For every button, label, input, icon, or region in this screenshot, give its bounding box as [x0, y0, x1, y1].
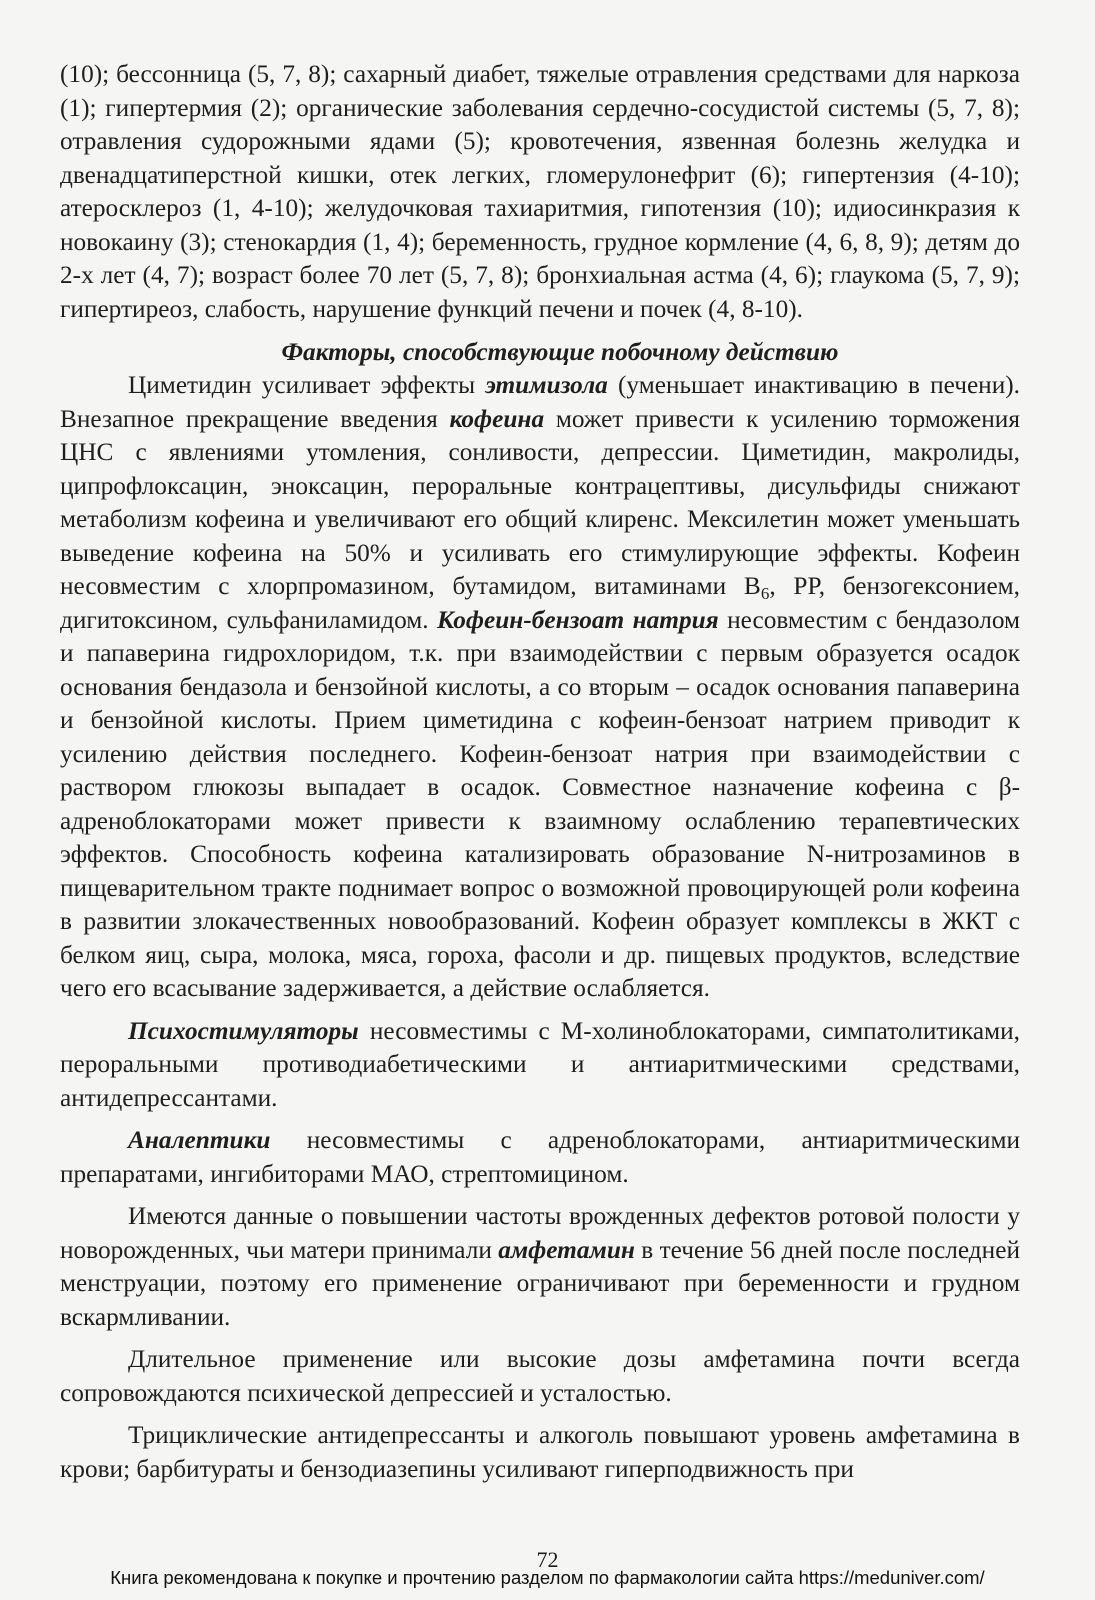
text: несовместимы с адреноблокаторами, антиаритмическими препаратами, ингибиторами МАО, стрептомицином. [60, 1126, 1020, 1188]
text: несовместим с бендазолом и папаверина гидрохлоридом, т.к. при взаимодействии с первым образуется осадок основания бендазола и бензойной кислоты, а со вторым – осадок основания папаверина и бензойной кислоты. Прием циметидина с кофеин-бензоат натрием приводит к усилению действия последнего. Кофеин-бензоат натрия при взаимодействии с раствором глюкозы выпадает в осадок. Совместное назначение кофеина с β-адреноблокаторами может привести к взаимному ослаблению терапевтических эффектов. Способность кофеина катализировать образование N-нитрозаминов в пищеварительном тракте поднимает вопрос о возможной провоцирующей роли кофеина в развитии злокачественных новообразований. Кофеин образует комплексы в ЖКТ с белком яиц, сыра, молока, мяса, гороха, фасоли и др. пищевых продуктов, вследствие чего его всасывание задерживается, а действие ослабляется. [60, 605, 1021, 1002]
paragraph-psychostimulants [60, 1015, 1020, 1116]
text: может привести к усилению торможения ЦНС с явлениями утомления, сонливости, депрессии. Циметидин, макролиды, ципрофлоксацин, эноксацин, пероральные контрацептивы, дисульфиды снижают метаболизм кофеина и увеличивают его общий клиренс. Мексилетин может уменьшать выведение кофеина на 50% и усиливать его стимулирующие эффекты. Кофеин несовместим с хлорпромазином, бутамидом, витаминами B [60, 404, 1020, 600]
subscript: 6 [760, 584, 770, 603]
drug-name: Кофеин-бензоат натрия [437, 605, 719, 634]
drug-class: Аналептики [128, 1126, 271, 1154]
paragraph-analeptics [60, 1124, 1020, 1191]
text: несовместимы с М-холиноблокаторами, симпатолитиками, пероральными противодиабетическими и антиаритмическими средствами, антидепрессантами. [60, 1016, 1020, 1112]
drug-class: Психостимуляторы [128, 1016, 359, 1045]
paragraph-amphetamine-interactions: Трициклические антидепрессанты и алкоголь повышают уровень амфетамина в крови; барбитураты и бензодиазепины усиливают гиперподвижность при [60, 1421, 1020, 1483]
paragraph-amphetamine-pregnancy [60, 1200, 1020, 1334]
section-heading: Факторы, способствующие побочному действию [281, 338, 839, 366]
text: Имеются данные о повышении частоты врожденных дефектов ротовой полости у новорожденных, чьи матери принимали [60, 1202, 1020, 1264]
drug-name: этимизола [485, 371, 608, 399]
text: в течение 56 дней после последней менструации, поэтому его применение ограничивают при беременности и грудном вскармливании. [60, 1235, 1020, 1331]
text: , PP, бензогексонием, дигитоксином, сульфаниламидом. [60, 572, 1021, 634]
paragraph-amphetamine-depression: Длительное применение или высокие дозы амфетамина почти всегда сопровождаются психической депрессией и усталостью. [60, 1345, 1020, 1407]
footer-note: Книга рекомендована к покупке и прочтению разделом по фармакологии сайта https://meduniver.com/ [110, 1567, 985, 1588]
paragraph-contraindications: (10); бессонница (5, 7, 8); сахарный диабет, тяжелые отравления средствами для наркоза (1); гипертермия (2); органические заболевания сердечно-сосудистой системы (5, 7, 8); отравления судорожными ядами (5); кровотечения, язвенная болезнь желудка и двенадцатиперстной кишки, отек легких, гломерулонефрит (6); гипертензия (4-10); атеросклероз (1, 4-10); желудочковая тахиаритмия, гипотензия (10); идиосинкразия к новокаину (3); стенокардия (1, 4); беременность, грудное кормление (4, 6, 8, 9); детям до 2-х лет (4, 7); возраст более 70 лет (5, 7, 8); бронхиальная астма (4, 6); глаукома (5, 7, 9); гипертиреоз, слабость, нарушение функций печени и почек (4, 8-10). [60, 60, 1020, 323]
drug-name: кофеина [449, 404, 545, 433]
page-body [60, 58, 1020, 1486]
paragraph-interactions [60, 369, 1020, 1006]
drug-name: амфетамин [498, 1235, 635, 1264]
text: Циметидин усиливает эффекты [128, 371, 486, 399]
text: (уменьшает инактивацию в печени). Внезапное прекращение введения [60, 371, 1020, 433]
page-number: 72 [536, 1547, 559, 1572]
